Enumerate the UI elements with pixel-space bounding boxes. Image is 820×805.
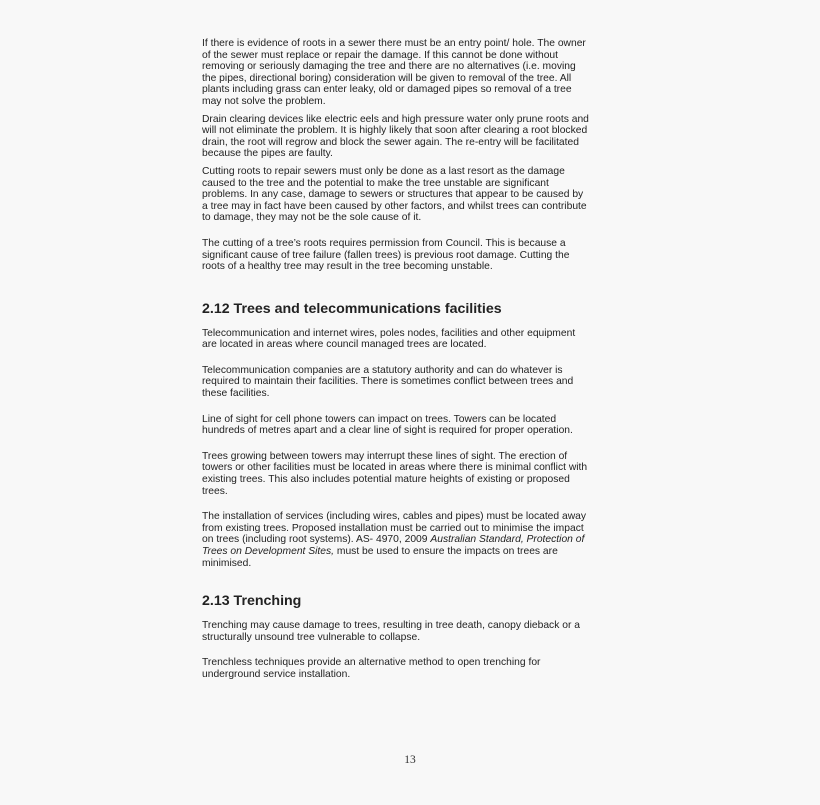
paragraph-council-permission: The cutting of a tree’s roots requires permission from Council. This is because a significant cause of tree failure (fallen trees) is previous root damage. Cutting the roots of a healthy tree may result in the tree becoming unstable. [202, 237, 570, 273]
paragraph-trenching-damage: Trenching may cause damage to trees, resulting in tree death, canopy dieback or a structurally unsound tree vulnerable to collapse. [202, 620, 580, 643]
section-heading-telecommunications: 2.12 Trees and telecommunications facilities [202, 300, 502, 317]
page-number: 13 [404, 754, 416, 766]
australian-standard-reference: Australian Standard, Protection of Trees on Development Sites, [202, 534, 585, 557]
paragraph-towers: Trees growing between towers may interrupt these lines of sight. The erection of towers or other facilities must be located in areas where there is minimal conflict with existing trees. This also includes potential mature heights of existing or proposed trees. [202, 450, 588, 497]
installation-text-after: must be used to ensure the impacts on trees are minimised. [202, 546, 558, 569]
section-heading-trenching: 2.13 Trenching [202, 593, 302, 610]
paragraph-drain-clearing: Drain clearing devices like electric eels and high pressure water only prune roots and will not eliminate the problem. It is highly likely that soon after clearing a root blocked drain, the root will regrow and block the sewer again. The re-entry will be facilitated because the pipes are faulty. [202, 113, 589, 160]
paragraph-sewer-roots: If there is evidence of roots in a sewer there must be an entry point/ hole. The owner of the sewer must replace or repair the damage. If this cannot be done without removing or seriously damaging the tree and there are no alternatives (i.e. moving the pipes, directional boring) consideration will be given to removal of the tree. All plants including grass can enter leaky, old or damaged pipes so removal of a tree may not solve the problem. [202, 38, 586, 107]
paragraph-telecom-wires: Telecommunication and internet wires, poles nodes, facilities and other equipment are located in areas where council managed trees are located. [202, 327, 576, 351]
paragraph-installation-services [202, 511, 627, 569]
installation-text-before: The installation of services (including wires, cables and pipes) must be located away from existing trees. Proposed installation must be carried out to minimise the impact on trees (including root systems). AS- 4970, 2009 [202, 511, 587, 546]
document-body [202, 38, 627, 687]
paragraph-trenchless-techniques: Trenchless techniques provide an alternative method to open trenching for underground service installation. [202, 657, 541, 680]
paragraph-line-of-sight: Line of sight for cell phone towers can impact on trees. Towers can be located hundreds of metres apart and a clear line of sight is required for proper operation. [202, 413, 573, 437]
paragraph-statutory-authority: Telecommunication companies are a statutory authority and can do whatever is required to maintain their facilities. There is sometimes conflict between trees and these facilities. [202, 364, 574, 400]
paragraph-cutting-roots: Cutting roots to repair sewers must only be done as a last resort as the damage caused to the tree and the potential to make the tree unstable are significant problems. In any case, damage to sewers or structures that appear to be caused by a tree may in fact have been caused by other factors, and whilst trees can contribute to damage, they may not be the sole cause of it. [202, 165, 587, 224]
